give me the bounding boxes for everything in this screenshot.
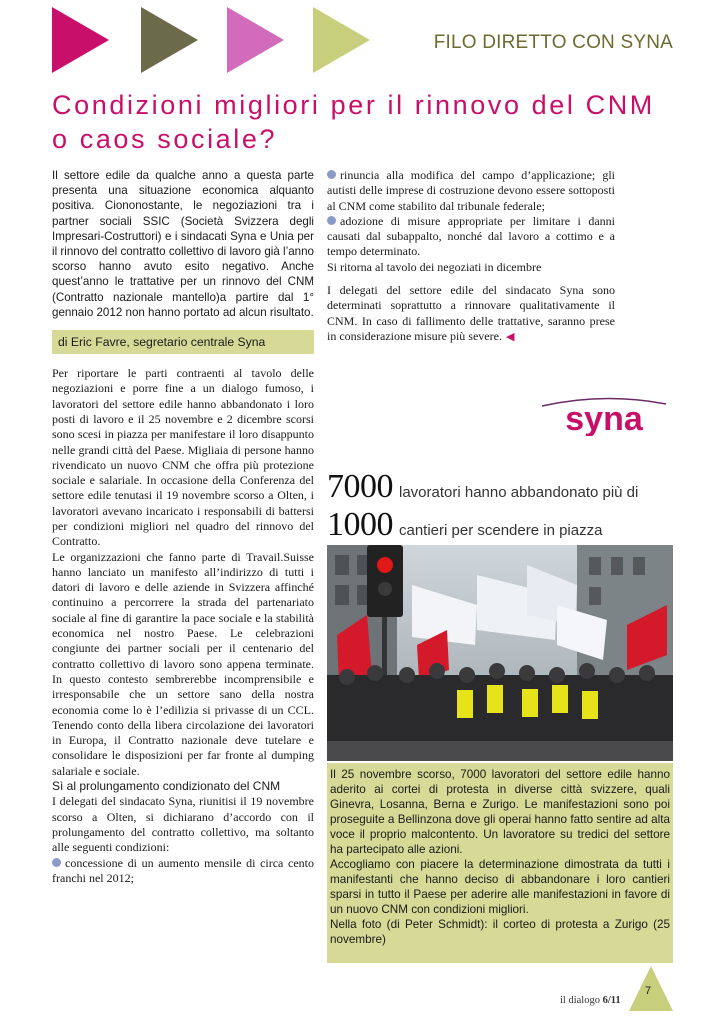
bullet-item-2: rinuncia alla modifica del campo d’applicazione; gli autisti delle imprese di costruzione devono essere sottoposti al CNM come stabilito dal tribunale federale; xyxy=(327,168,615,213)
caption-paragraph-3: Nella foto (di Peter Schmidt): il corteo di protesta a Zurigo (25 novembre) xyxy=(330,918,670,946)
syna-logo xyxy=(538,396,670,436)
article-intro: Il settore edile da qualche anno a questa parte presenta una situazione economica alquanto positiva. Ciononostante, le negoziazioni tra i partner sociali SSIC (Società Svizzera degli Impresari-Costruttori) e i sindacati Syna e Unia per il rinnovo del contratto collettivo di lavoro già l’anno scorso hanno avuto esito negativo. Anche quest’anno le trattative per un rinnovo del CNM (Contratto nazionale mantello)a partire dal 1° gennaio 2012 non hanno portato ad alcun risultato. xyxy=(52,169,314,319)
header-arrow-3 xyxy=(227,7,284,73)
end-mark-icon: ◀ xyxy=(505,330,515,343)
bullet-dot-icon xyxy=(327,216,336,225)
highlight-number-2: 1000 xyxy=(327,506,393,543)
paragraph-1: Per riportare le parti contraenti al tavolo delle negoziazioni e porre fine a un dialogo fumoso, i lavoratori del settore edile hanno abbandonato i loro posti di lavoro e il 25 novembre e 2 dicembre scorsi sono scesi in piazza per manifestare il loro disappunto nelle grandi città del Paese. Migliaia di persone hanno rivendicato un nuovo CNM che offra più protezione sociale e salariale. In occasione della Conferenza del settore edile tenutasi il 19 novembre scorso a Olten, i lavoratori avevano incaricato i responsabili di battersi per condizioni migliori nel quadro del rinnovo del Contratto. xyxy=(52,366,314,549)
right-column xyxy=(327,168,615,345)
left-column xyxy=(52,168,314,886)
bullet-item-3: adozione di misure appropriate per limitare i danni causati dal subappalto, nonché dal lavoro a cottimo e a tempo determinato. xyxy=(327,213,615,259)
article-body-right xyxy=(327,168,615,345)
protest-photo xyxy=(327,545,673,761)
footer-issue xyxy=(560,995,621,1006)
title-line-1: Condizioni migliori per il rinnovo del CNM xyxy=(52,90,655,120)
magazine-name: il dialogo xyxy=(560,995,603,1006)
caption-paragraph-2: Accogliamo con piacere la determinazione dimostrata da tutti i manifestanti che hanno deciso di abbandonare i loro cantieri sparsi in tutto il Paese per aderire alle manifestazioni in favore di un nuovo CNM con condizioni migliori. xyxy=(330,858,670,916)
paragraph-4: Si ritorna al tavolo dei negoziati in dicembre xyxy=(327,259,542,274)
bullet-dot-icon xyxy=(327,170,336,179)
highlight-number-1: 7000 xyxy=(327,468,393,505)
paragraph-3: I delegati del sindacato Syna, riunitisi il 19 novembre scorso a Olten, si dichiarano d’accordo con il prolungamento del contratto collettivo, ma soltanto alle seguenti condizioni: xyxy=(52,794,314,855)
paragraph-5: I delegati del settore edile del sindacato Syna sono determinati soprattutto a rinnovare qualitativamente il CNM. In caso di fallimento delle trattative, saranno prese in considerazione misure più severe. ◀ xyxy=(327,283,615,343)
highlight-text-1: lavoratori hanno abbandonato più di xyxy=(399,484,639,501)
subheading: Sì al prolungamento condizionato del CNM xyxy=(52,779,281,794)
logo-text: syna xyxy=(565,400,643,436)
article-title xyxy=(52,88,682,156)
issue-number: 6/11 xyxy=(602,995,621,1006)
article-body-left xyxy=(52,366,314,886)
title-line-2: o caos sociale? xyxy=(52,124,278,154)
header-arrow-1 xyxy=(52,7,109,73)
byline: di Eric Favre, segretario centrale Syna xyxy=(52,330,314,354)
section-label: FILO DIRETTO CON SYNA xyxy=(433,32,673,53)
header-arrow-2 xyxy=(141,7,198,73)
header-arrow-4 xyxy=(313,7,370,73)
highlight-text-2: cantieri per scendere in piazza xyxy=(399,522,603,539)
highlight-line-1 xyxy=(327,468,673,506)
highlight-box xyxy=(327,468,673,544)
photo-caption xyxy=(327,763,673,963)
highlight-line-2 xyxy=(327,506,673,544)
page-number: 7 xyxy=(645,985,652,997)
paragraph-2: Le organizzazioni che fanno parte di Travail.Suisse hanno lanciato un manifesto all’indirizzo di tutti i datori di lavoro e delle aziende in Svizzera affinché continuino a percorrere la strada del partenariato sociale al fine di garantire la pace sociale e la stabilità economica nel nostro Paese. Le celebrazioni congiunte dei partner sociali per il centenario del contratto collettivo di lavoro sono appena terminate. In questo contesto sembrerebbe incomprensibile e irresponsabile che un settore sano della nostra economia come lo è l’edilizia si privasse di un CCL. Tenendo conto della libera circolazione dei lavoratori in Europa, il Contratto nazionale deve tutelare e consolidare le disposizioni per far fronte al dumping salariale e sociale. xyxy=(52,549,314,778)
bullet-item-1: concessione di un aumento mensile di circa cento franchi nel 2012; xyxy=(52,855,314,885)
caption-paragraph-1: Il 25 novembre scorso, 7000 lavoratori del settore edile hanno aderito ai cortei di protesta in diverse città svizzere, quali Ginevra, Losanna, Berna e Zurigo. Le manifestazioni sono poi proseguite a Bellinzona dove gli operai hanno fatto sentire ad alta voce il proprio malcontento. Un lavoratore su tredici del settore ha partecipato alle azioni. xyxy=(330,768,670,856)
bullet-dot-icon xyxy=(52,858,61,867)
